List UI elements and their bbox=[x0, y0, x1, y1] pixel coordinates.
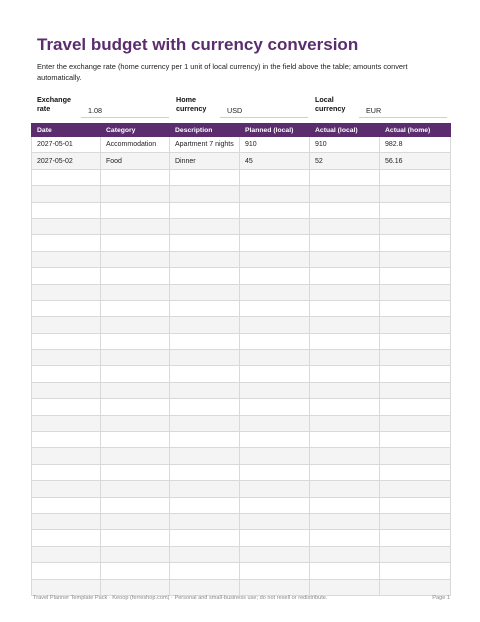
table-cell[interactable] bbox=[101, 546, 170, 562]
table-cell[interactable] bbox=[380, 579, 451, 595]
table-cell[interactable] bbox=[32, 546, 101, 562]
table-cell[interactable] bbox=[170, 481, 240, 497]
table-cell[interactable] bbox=[240, 202, 310, 218]
table-cell[interactable] bbox=[310, 448, 380, 464]
table-cell[interactable] bbox=[380, 415, 451, 431]
table-cell[interactable] bbox=[32, 513, 101, 529]
table-cell[interactable] bbox=[32, 448, 101, 464]
table-row bbox=[32, 137, 451, 153]
table-cell[interactable] bbox=[310, 481, 380, 497]
table-cell[interactable] bbox=[170, 268, 240, 284]
table-row bbox=[32, 530, 451, 546]
table-cell[interactable] bbox=[32, 563, 101, 579]
table-cell[interactable] bbox=[380, 186, 451, 202]
table-cell[interactable] bbox=[170, 350, 240, 366]
table-cell[interactable] bbox=[380, 513, 451, 529]
table-row bbox=[32, 513, 451, 529]
table-cell[interactable] bbox=[32, 432, 101, 448]
table-cell[interactable] bbox=[32, 251, 101, 267]
table-cell[interactable] bbox=[240, 448, 310, 464]
table-cell[interactable] bbox=[32, 497, 101, 513]
table-cell[interactable] bbox=[101, 513, 170, 529]
table-row bbox=[32, 432, 451, 448]
table-row bbox=[32, 251, 451, 267]
table-cell[interactable] bbox=[310, 530, 380, 546]
table-cell[interactable] bbox=[170, 317, 240, 333]
table-cell[interactable]: Dinner bbox=[170, 153, 240, 169]
table-cell[interactable] bbox=[101, 186, 170, 202]
table-row bbox=[32, 546, 451, 562]
table-cell[interactable] bbox=[310, 218, 380, 234]
table-cell[interactable] bbox=[310, 251, 380, 267]
table-row bbox=[32, 317, 451, 333]
column-header-planned-local: Planned (local) bbox=[240, 124, 310, 137]
table-cell[interactable] bbox=[170, 284, 240, 300]
table-cell[interactable] bbox=[310, 415, 380, 431]
table-cell[interactable] bbox=[101, 218, 170, 234]
column-header-actual-local: Actual (local) bbox=[310, 124, 380, 137]
table-cell[interactable] bbox=[310, 186, 380, 202]
column-header-description: Description bbox=[170, 124, 240, 137]
table-cell[interactable] bbox=[32, 399, 101, 415]
table-cell[interactable] bbox=[32, 186, 101, 202]
table-cell[interactable] bbox=[170, 546, 240, 562]
table-cell[interactable] bbox=[310, 432, 380, 448]
table-cell[interactable] bbox=[170, 415, 240, 431]
table-row bbox=[32, 235, 451, 251]
table-cell[interactable] bbox=[170, 333, 240, 349]
table-cell[interactable] bbox=[32, 333, 101, 349]
table-cell[interactable] bbox=[240, 284, 310, 300]
table-cell[interactable] bbox=[240, 415, 310, 431]
table-cell[interactable]: 982.8 bbox=[380, 137, 451, 153]
table-cell[interactable] bbox=[380, 202, 451, 218]
table-cell[interactable] bbox=[380, 366, 451, 382]
column-header-actual-home: Actual (home) bbox=[380, 124, 451, 137]
table-cell[interactable] bbox=[101, 366, 170, 382]
table-cell[interactable] bbox=[32, 300, 101, 316]
table-cell[interactable] bbox=[240, 432, 310, 448]
table-cell[interactable] bbox=[170, 432, 240, 448]
table-cell[interactable] bbox=[101, 202, 170, 218]
table-row bbox=[32, 284, 451, 300]
table-cell[interactable] bbox=[310, 546, 380, 562]
table-row bbox=[32, 382, 451, 398]
table-cell[interactable] bbox=[380, 284, 451, 300]
table-row bbox=[32, 169, 451, 185]
table-cell[interactable] bbox=[101, 284, 170, 300]
column-header-date: Date bbox=[32, 124, 101, 137]
table-cell[interactable] bbox=[380, 546, 451, 562]
table-row bbox=[32, 186, 451, 202]
table-cell[interactable] bbox=[32, 202, 101, 218]
table-cell[interactable] bbox=[240, 186, 310, 202]
table-cell[interactable] bbox=[101, 350, 170, 366]
table-row bbox=[32, 366, 451, 382]
table-cell[interactable] bbox=[310, 366, 380, 382]
table-cell[interactable] bbox=[240, 333, 310, 349]
table-cell[interactable] bbox=[380, 563, 451, 579]
table-cell[interactable] bbox=[32, 268, 101, 284]
table-cell[interactable] bbox=[170, 563, 240, 579]
table-cell[interactable] bbox=[240, 579, 310, 595]
table-cell[interactable] bbox=[101, 563, 170, 579]
table-cell[interactable] bbox=[170, 218, 240, 234]
table-cell[interactable] bbox=[170, 382, 240, 398]
table-cell[interactable] bbox=[170, 497, 240, 513]
table-cell[interactable] bbox=[240, 366, 310, 382]
table-cell[interactable] bbox=[240, 563, 310, 579]
table-cell[interactable] bbox=[380, 481, 451, 497]
instructions-text: Enter the exchange rate (home currency per 1 unit of local currency) in the field above the table; amounts convert automatically. bbox=[37, 62, 408, 82]
table-cell[interactable] bbox=[32, 350, 101, 366]
table-row bbox=[32, 268, 451, 284]
table-cell[interactable] bbox=[380, 448, 451, 464]
table-cell[interactable] bbox=[310, 464, 380, 480]
table-cell[interactable] bbox=[170, 300, 240, 316]
table-cell[interactable]: 2027-05-02 bbox=[32, 153, 101, 169]
table-cell[interactable] bbox=[101, 382, 170, 398]
table-cell[interactable]: 2027-05-01 bbox=[32, 137, 101, 153]
budget-table bbox=[31, 123, 451, 596]
table-cell[interactable] bbox=[310, 300, 380, 316]
table-cell[interactable] bbox=[170, 399, 240, 415]
table-cell[interactable] bbox=[32, 415, 101, 431]
table-cell[interactable] bbox=[310, 169, 380, 185]
table-cell[interactable] bbox=[32, 169, 101, 185]
table-cell[interactable] bbox=[101, 235, 170, 251]
table-cell[interactable] bbox=[32, 530, 101, 546]
table-cell[interactable] bbox=[310, 497, 380, 513]
table-cell[interactable] bbox=[240, 497, 310, 513]
table-row bbox=[32, 399, 451, 415]
table-cell[interactable] bbox=[240, 317, 310, 333]
table-cell[interactable] bbox=[101, 251, 170, 267]
table-cell[interactable] bbox=[101, 579, 170, 595]
table-cell[interactable] bbox=[32, 382, 101, 398]
table-row bbox=[32, 497, 451, 513]
table-cell[interactable] bbox=[310, 399, 380, 415]
table-cell[interactable] bbox=[380, 333, 451, 349]
table-cell[interactable] bbox=[170, 251, 240, 267]
table-cell[interactable] bbox=[101, 464, 170, 480]
table-cell[interactable] bbox=[101, 497, 170, 513]
table-cell[interactable] bbox=[310, 268, 380, 284]
table-cell[interactable] bbox=[310, 284, 380, 300]
table-row bbox=[32, 415, 451, 431]
table-row bbox=[32, 579, 451, 595]
table-cell[interactable] bbox=[380, 300, 451, 316]
table-cell[interactable] bbox=[170, 169, 240, 185]
table-cell[interactable] bbox=[310, 382, 380, 398]
table-cell[interactable]: 52 bbox=[310, 153, 380, 169]
table-cell[interactable] bbox=[101, 399, 170, 415]
table-cell[interactable] bbox=[380, 382, 451, 398]
table-cell[interactable] bbox=[310, 202, 380, 218]
table-cell[interactable] bbox=[32, 317, 101, 333]
exchange-rate-label: Exchange rate bbox=[37, 95, 71, 113]
home-currency-label: Home currency bbox=[176, 95, 207, 113]
table-cell[interactable] bbox=[101, 481, 170, 497]
column-header-category: Category bbox=[101, 124, 170, 137]
table-cell[interactable] bbox=[240, 513, 310, 529]
table-cell[interactable] bbox=[380, 251, 451, 267]
page-title: Travel budget with currency conversion bbox=[37, 35, 359, 54]
table-cell[interactable] bbox=[101, 333, 170, 349]
table-cell[interactable] bbox=[240, 218, 310, 234]
table-row bbox=[32, 464, 451, 480]
table-cell[interactable] bbox=[310, 563, 380, 579]
table-cell[interactable] bbox=[380, 268, 451, 284]
table-cell[interactable] bbox=[170, 530, 240, 546]
table-cell[interactable] bbox=[170, 448, 240, 464]
table-cell[interactable] bbox=[32, 235, 101, 251]
table-cell[interactable]: Apartment 7 nights bbox=[170, 137, 240, 153]
table-cell[interactable] bbox=[32, 481, 101, 497]
table-cell[interactable]: Food bbox=[101, 153, 170, 169]
local-currency-label: Local currency bbox=[315, 95, 346, 113]
table-row bbox=[32, 202, 451, 218]
table-row bbox=[32, 300, 451, 316]
table-cell[interactable]: 45 bbox=[240, 153, 310, 169]
table-cell[interactable]: 910 bbox=[240, 137, 310, 153]
table-cell[interactable] bbox=[170, 464, 240, 480]
table-row bbox=[32, 153, 451, 169]
currency-settings bbox=[37, 92, 451, 118]
table-cell[interactable] bbox=[380, 399, 451, 415]
table-cell[interactable] bbox=[32, 464, 101, 480]
table-cell[interactable] bbox=[170, 579, 240, 595]
table-cell[interactable] bbox=[32, 284, 101, 300]
table-cell[interactable] bbox=[310, 317, 380, 333]
table-cell[interactable] bbox=[380, 350, 451, 366]
table-cell[interactable] bbox=[101, 432, 170, 448]
table-body bbox=[32, 137, 451, 596]
table-cell[interactable] bbox=[101, 300, 170, 316]
table-cell[interactable] bbox=[310, 513, 380, 529]
table-cell[interactable] bbox=[240, 481, 310, 497]
exchange-rate-input[interactable]: 1.08 bbox=[81, 96, 169, 118]
table-cell[interactable] bbox=[380, 317, 451, 333]
page-number: Page 1 bbox=[432, 595, 450, 601]
table-cell[interactable] bbox=[380, 235, 451, 251]
home-currency-input[interactable]: USD bbox=[220, 96, 308, 118]
table-row bbox=[32, 333, 451, 349]
table-cell[interactable] bbox=[170, 235, 240, 251]
table-cell[interactable] bbox=[310, 333, 380, 349]
table-cell[interactable] bbox=[101, 169, 170, 185]
table-cell[interactable] bbox=[101, 317, 170, 333]
table-header-row bbox=[32, 124, 451, 137]
table-cell[interactable] bbox=[240, 350, 310, 366]
table-row bbox=[32, 481, 451, 497]
table-cell[interactable] bbox=[240, 268, 310, 284]
table-cell[interactable] bbox=[170, 186, 240, 202]
table-cell[interactable] bbox=[380, 432, 451, 448]
table-cell[interactable] bbox=[240, 251, 310, 267]
table-cell[interactable] bbox=[240, 300, 310, 316]
table-cell[interactable] bbox=[240, 530, 310, 546]
table-cell[interactable] bbox=[101, 415, 170, 431]
table-cell[interactable] bbox=[32, 218, 101, 234]
footer-notice: Travel Planner Template Pack · Keoop (ferreshop.com) · Personal and small-business use; do not resell or redistribute. bbox=[33, 595, 328, 601]
table-cell[interactable] bbox=[240, 169, 310, 185]
table-cell[interactable] bbox=[310, 579, 380, 595]
table-cell[interactable] bbox=[380, 464, 451, 480]
table-cell[interactable]: Accommodation bbox=[101, 137, 170, 153]
table-cell[interactable] bbox=[380, 497, 451, 513]
table-cell[interactable] bbox=[240, 399, 310, 415]
table-cell[interactable] bbox=[101, 448, 170, 464]
table-row bbox=[32, 448, 451, 464]
table-row bbox=[32, 563, 451, 579]
table-cell[interactable] bbox=[32, 366, 101, 382]
table-cell[interactable] bbox=[240, 235, 310, 251]
table-cell[interactable] bbox=[170, 202, 240, 218]
local-currency-input[interactable]: EUR bbox=[359, 96, 447, 118]
table-cell[interactable] bbox=[240, 464, 310, 480]
table-cell[interactable] bbox=[240, 382, 310, 398]
table-cell[interactable] bbox=[170, 513, 240, 529]
table-cell[interactable] bbox=[170, 366, 240, 382]
table-cell[interactable] bbox=[32, 579, 101, 595]
table-cell[interactable] bbox=[380, 169, 451, 185]
table-cell[interactable] bbox=[310, 235, 380, 251]
table-cell[interactable] bbox=[101, 530, 170, 546]
table-cell[interactable] bbox=[101, 268, 170, 284]
table-cell[interactable] bbox=[240, 546, 310, 562]
table-cell[interactable]: 56.16 bbox=[380, 153, 451, 169]
table-cell[interactable] bbox=[310, 350, 380, 366]
table-row bbox=[32, 218, 451, 234]
table-row bbox=[32, 350, 451, 366]
table-cell[interactable] bbox=[380, 530, 451, 546]
table-cell[interactable] bbox=[380, 218, 451, 234]
table-cell[interactable]: 910 bbox=[310, 137, 380, 153]
